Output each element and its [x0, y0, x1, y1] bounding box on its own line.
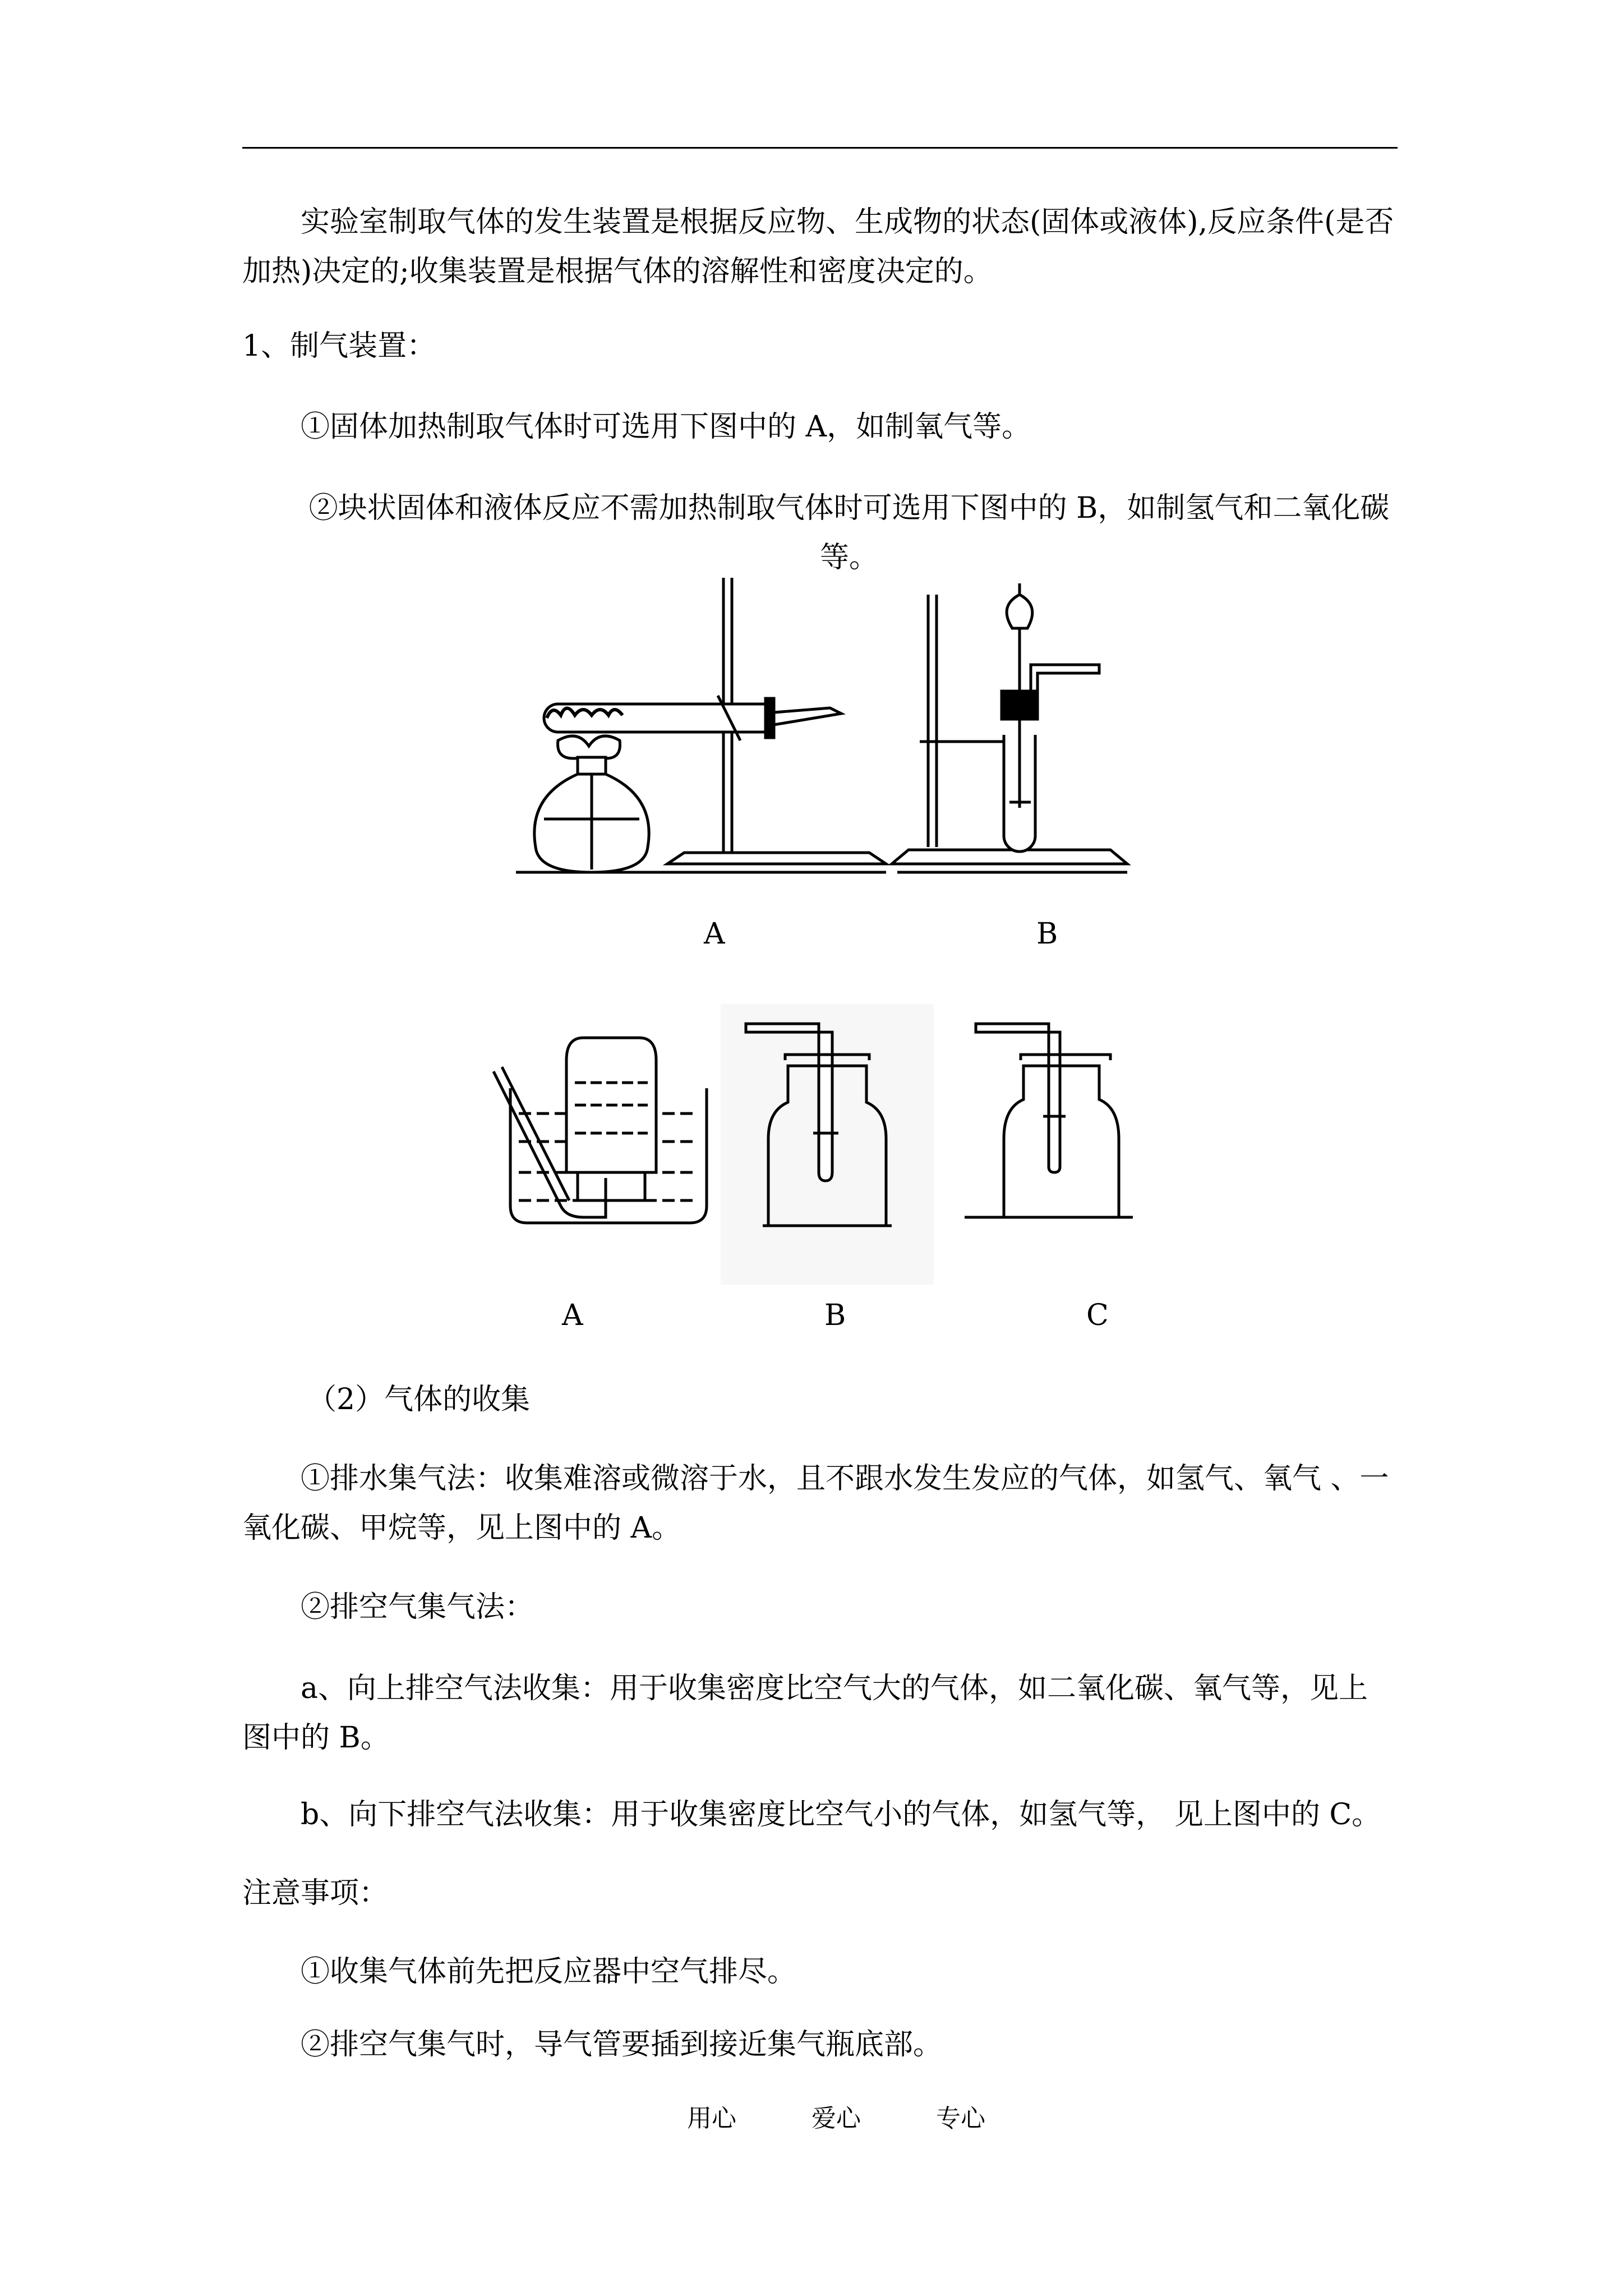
fig2-label-c: C — [1086, 1299, 1109, 1332]
item-1: ①固体加热制取气体时可选用下图中的 A，如制氧气等。 — [301, 410, 1031, 444]
note-2: ②排空气集气时，导气管要插到接近集气瓶底部。 — [301, 2028, 943, 2062]
collect-item-1: ①排水集气法：收集难溶或微溶于水，且不跟水发生发应的气体，如氢气、氧气 、一氧化碳、甲烷等，见上图中的 A。 — [242, 1462, 1389, 1545]
fig1-label-a: A — [704, 917, 725, 951]
item-2: ②块状固体和液体反应不需加热制取气体时可选用下图中的 B，如制氢气和二氧化碳等。 — [308, 491, 1390, 574]
collection-apparatus-figure — [482, 1004, 1166, 1296]
collect-item-b: b、向下排空气法收集：用于收集密度比空气小的气体，如氢气等， 见上图中的 C。 — [301, 1798, 1381, 1832]
collect-item-a: a、向上排空气法收集：用于收集密度比空气大的气体，如二氧化碳、氧气等，见上图中的 B。 — [242, 1672, 1368, 1755]
intro-paragraph: 实验室制取气体的发生装置是根据反应物、生成物的状态(固体或液体),反应条件(是否加热)决定的;收集装置是根据气体的溶解性和密度决定的。 — [242, 205, 1394, 288]
fig2-label-a: A — [562, 1299, 583, 1332]
fig2-label-b: B — [824, 1299, 846, 1332]
page-footer — [687, 2098, 1053, 2134]
footer-text-3: 专心 — [936, 2104, 985, 2133]
section-heading-2: （2）气体的收集 — [307, 1383, 531, 1416]
footer-text-1: 用心 — [687, 2104, 736, 2133]
collect-item-2: ②排空气集气法： — [301, 1590, 534, 1624]
generation-apparatus-figure — [516, 561, 1144, 898]
section-heading-1: 1、制气装置： — [242, 329, 436, 363]
footer-text-2: 爱心 — [811, 2104, 861, 2133]
header-rule — [242, 147, 1398, 149]
fig1-label-b: B — [1036, 917, 1058, 951]
note-1: ①收集气体前先把反应器中空气排尽。 — [301, 1955, 797, 1989]
notes-heading: 注意事项： — [242, 1876, 389, 1910]
